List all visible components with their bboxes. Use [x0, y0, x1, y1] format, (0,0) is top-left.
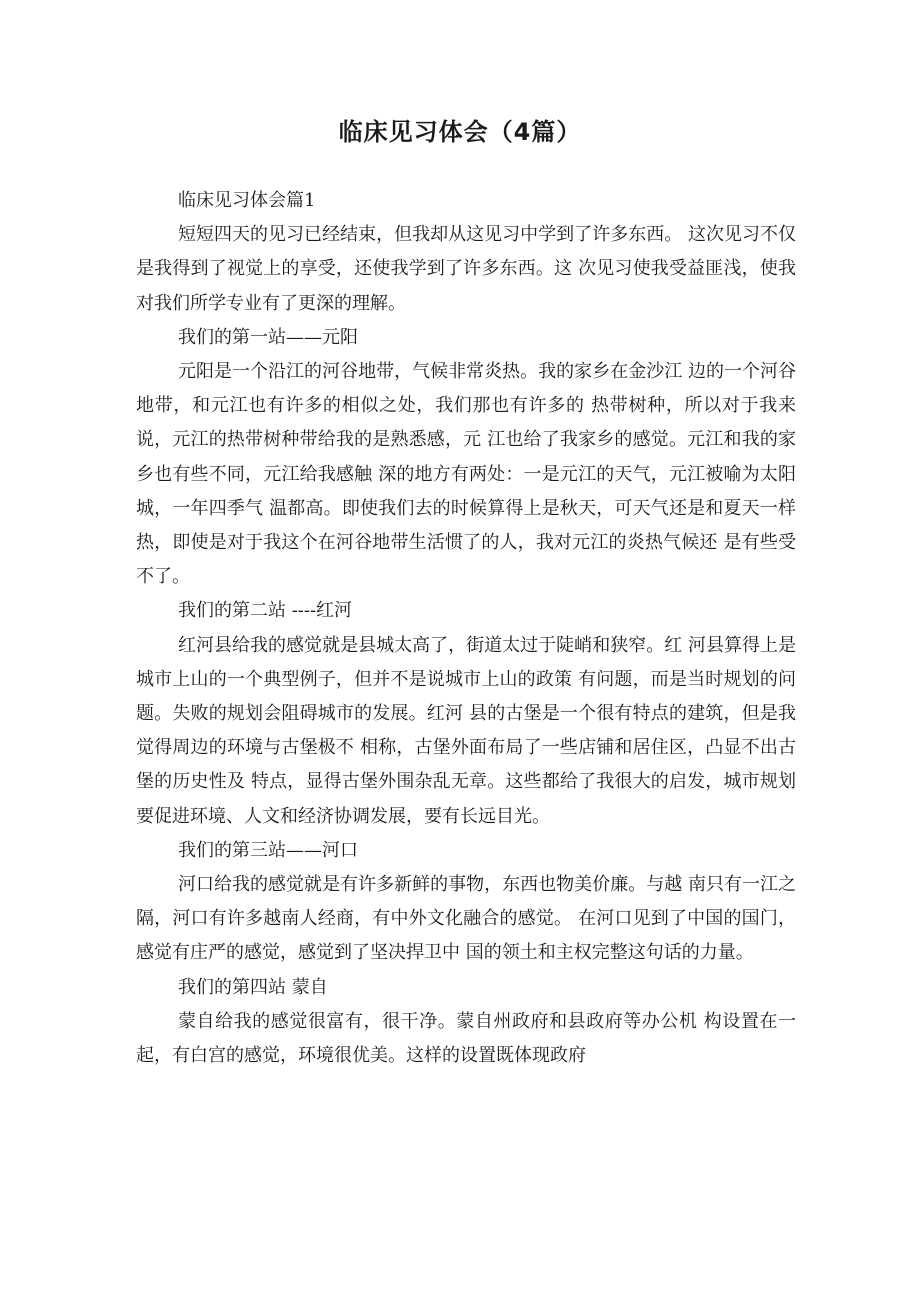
paragraph: 河口给我的感觉就是有许多新鲜的事物，东西也物美价廉。与越 南只有一江之隔，河口有许多越南人经商，有中外文化融合的感觉。 在河口见到了中国的国门，感觉有庄严的感觉，感觉到了坚决捍卫中 国的领土和主权完整这句话的力量。 [136, 874, 796, 964]
section-heading: 我们的第二站 ----红河 [178, 600, 353, 622]
paragraph: 短短四天的见习已经结束，但我却从这见习中学到了许多东西。 这次见习不仅是我得到了视觉上的享受，还使我学到了许多东西。这 次见习使我受益匪浅，使我对我们所学专业有了更深的理解。 [136, 224, 796, 314]
section-heading: 我们的第四站 蒙自 [178, 976, 328, 998]
document-title: 临床见习体会（4篇） [338, 118, 582, 146]
section-heading: 我们的第三站——河口 [178, 839, 358, 861]
paragraph: 蒙自给我的感觉很富有，很干净。蒙自州政府和县政府等办公机 构设置在一起，有白宫的感觉，环境很优美。这样的设置既体现政府 [136, 1010, 796, 1067]
paragraph: 元阳是一个沿江的河谷地带，气候非常炎热。我的家乡在金沙江 边的一个河谷地带，和元江也有许多的相似之处，我们那也有许多的 热带树种，所以对于我来说，元江的热带树种带给我的是熟悉感，元 江也给了我家乡的感觉。元江和我的家乡也有些不同，元江给我感触 深的地方有两处：一是元江的天气，元江被喻为太阳城，一年四季气 温都高。即使我们去的时候算得上是秋天，可天气还是和夏天一样热，即使是对于我这个在河谷地带生活惯了的人，我对元江的炎热气候还 是有些受不了。 [136, 361, 796, 588]
section-heading: 临床见习体会篇1 [178, 190, 316, 211]
document-body [136, 184, 796, 1073]
paragraph: 红河县给我的感觉就是县城太高了，街道太过于陡峭和狭窄。红 河县算得上是城市上山的一个典型例子，但并不是说城市上山的政策 有问题，而是当时规划的问题。失败的规划会阻碍城市的发展。红河 县的古堡是一个很有特点的建筑，但是我觉得周边的环境与古堡极不 相称，古堡外面布局了一些店铺和居住区，凸显不出古堡的历史性及 特点，显得古堡外围杂乱无章。这些都给了我很大的启发，城市规划 要促进环境、人文和经济协调发展，要有长远目光。 [136, 634, 796, 827]
section-heading: 我们的第一站——元阳 [178, 326, 358, 348]
